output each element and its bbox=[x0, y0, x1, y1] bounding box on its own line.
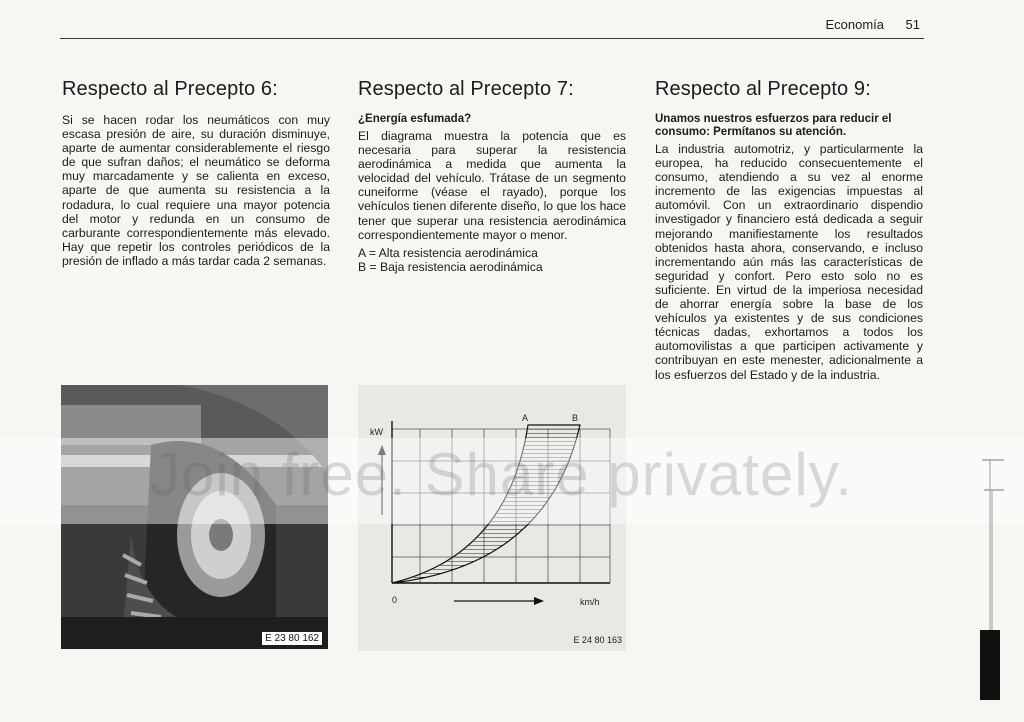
page-header bbox=[60, 14, 924, 39]
body-precepto-9: La industria automotriz, y particularmente la europea, ha reducido consecuentemente el consumo, atendiendo a su vez al enorme incremento de las exigencias impuestas al automóvil. Con un extraordinario dispendio investigador y financiero está dedicada a seguir mejorando manifiestamente los resultados obtenidos hasta ahora, conservando, e incluso incrementando aún más las características de seguridad y confort. Pero esto solo no es suficiente. En virtud de la imperiosa necesidad de ahorrar energía sobre la base de los vehículos ya existentes y de sus condiciones técnicas dadas, exhortamos a todos los automovilistas a que participen activamente y contribuyan en este menester, adicionalmente a los esfuerzos del Estado y de la industria. bbox=[655, 142, 923, 382]
subheading-energia: ¿Energía esfumada? bbox=[358, 113, 472, 125]
body-precepto-6: Si se hacen rodar los neumáticos con muy escasa presión de aire, su duración disminuye, aparte de aumentar considerablemente el riesgo de que sufran daños; el neumático se deforma muy marcadamente y se calienta en exceso, aparte de que aumenta su resistencia a la rodadura, lo cual requiere una mayor potencia del motor y redunda en un consumo de carburante correspondientemente más elevado. Hay que repetir los controles periódicos de la presión de inflado a más tardar cada 2 semanas. bbox=[62, 113, 330, 268]
page-edge-marks bbox=[974, 450, 1004, 700]
origin-label: 0 bbox=[392, 595, 398, 605]
y-axis-label: kW bbox=[370, 427, 383, 437]
curve-b-label: B bbox=[572, 413, 579, 423]
legend-b: B = Baja resistencia aerodinámica bbox=[358, 259, 543, 274]
heading-precepto-9: Respecto al Precepto 9: bbox=[655, 78, 871, 100]
column-precepto-7 bbox=[358, 78, 626, 274]
watermark-text: Join free. Share privately. bbox=[150, 441, 853, 508]
heading-precepto-7: Respecto al Precepto 7: bbox=[358, 78, 574, 100]
photo-code: E 23 80 162 bbox=[262, 632, 322, 645]
column-precepto-9 bbox=[655, 78, 923, 382]
section-title: Economía bbox=[825, 17, 884, 32]
x-axis-label: km/h bbox=[580, 597, 600, 607]
page-number: 51 bbox=[905, 17, 920, 32]
column-precepto-6 bbox=[62, 78, 330, 268]
curve-a-label: A bbox=[522, 413, 529, 423]
body-precepto-7: El diagrama muestra la potencia que es necesaria para superar la resistencia aerodinámica a medida que aumenta la velocidad del vehículo. Trátase de un segmento cuneiforme (véase el rayado), porque los vehículos tienen diferente diseño, lo que los hace tener que superar una resistencia aerodinámica correspondientemente mayor o menor. bbox=[358, 129, 626, 242]
watermark-band bbox=[0, 438, 1024, 524]
heading-precepto-6: Respecto al Precepto 6: bbox=[62, 78, 278, 100]
legend-a: A = Alta resistencia aerodinámica bbox=[358, 245, 538, 260]
subheading-esfuerzos: Unamos nuestros esfuerzos para reducir el consumo: Permítanos su atención. bbox=[655, 113, 892, 138]
diagram-code: E 24 80 163 bbox=[573, 635, 622, 645]
